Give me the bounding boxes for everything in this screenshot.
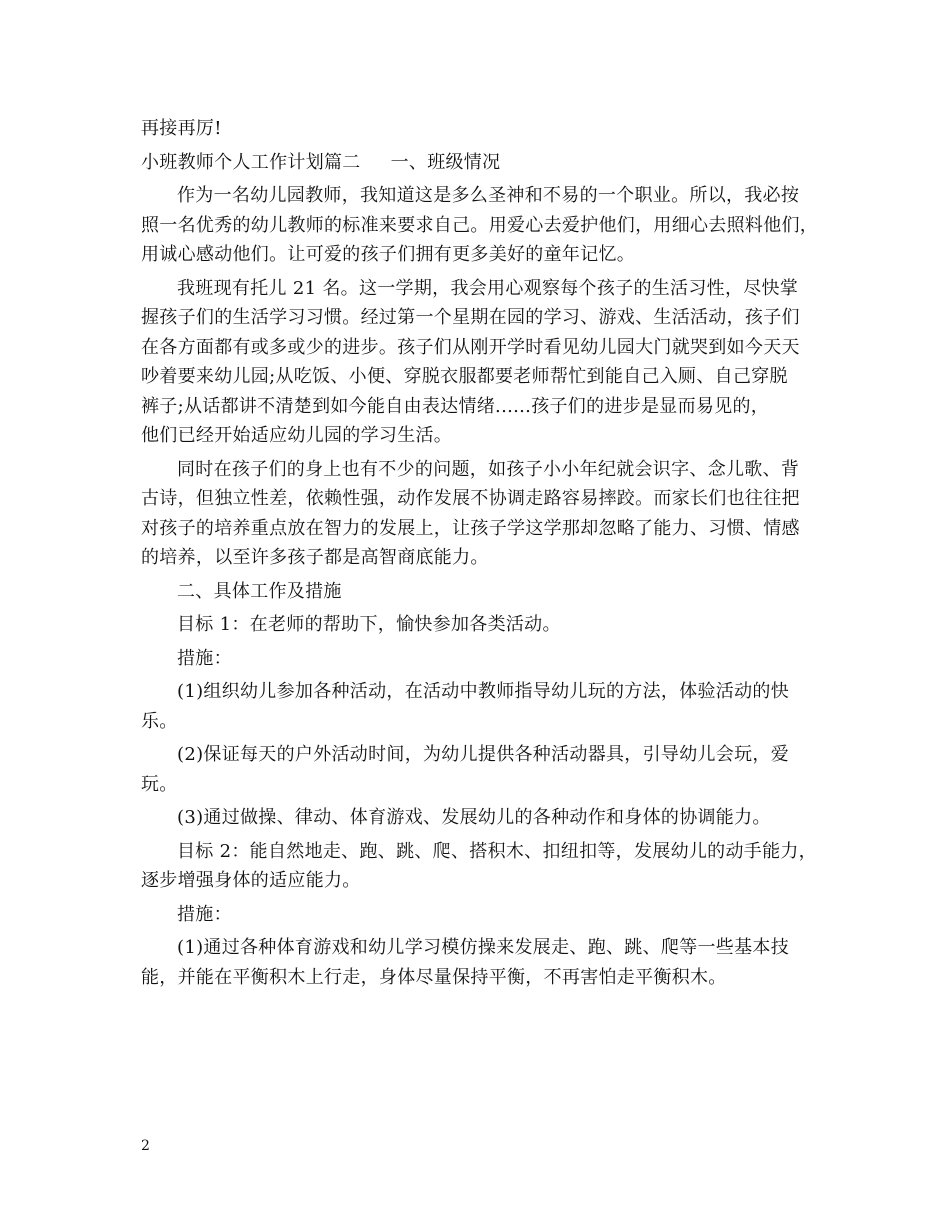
text-line: 照一名优秀的幼儿教师的标准来要求自己。用爱心去爱护他们，用细心去照料他们， xyxy=(141,214,819,236)
text-line: 乐。 xyxy=(141,710,178,732)
text-line: 吵着要来幼儿园;从吃饭、小便、穿脱衣服都要老师帮忙到能自己入厕、自己穿脱 xyxy=(141,366,788,387)
text-line: 的培养，以至许多孩子都是高智商底能力。 xyxy=(141,547,489,568)
text-line: 作为一名幼儿园教师，我知道这是多么圣神和不易的一个职业。所以，我必按 xyxy=(177,185,800,206)
paragraph-p4 xyxy=(141,455,813,573)
paragraph-p0 xyxy=(141,114,813,144)
paragraph-p1 xyxy=(141,148,813,178)
text-line: 他们已经开始适应幼儿园的学习生活。 xyxy=(141,425,453,446)
section-title-line xyxy=(141,148,813,178)
text-line: (1)通过各种体育游戏和幼儿学习模仿操来发展走、跑、跳、爬等一些基本技 xyxy=(177,937,789,958)
text-line: 裤子;从话都讲不清楚到如今能自由表达情绪......孩子们的进步是显而易见的， xyxy=(141,395,770,417)
text-line: 能，并能在平衡积木上行走，身体尽量保持平衡，不再害怕走平衡积木。 xyxy=(141,966,727,988)
document-body xyxy=(141,114,819,992)
paragraph-p8 xyxy=(141,677,813,736)
text-line: (2)保证每天的户外活动时间，为幼儿提供各种活动器具，引导幼儿会玩，爱 xyxy=(177,744,789,765)
text-line: 目标 1：在老师的帮助下，愉快参加各类活动。 xyxy=(177,614,561,635)
paragraph-p12 xyxy=(141,900,813,930)
page-number: 2 xyxy=(141,1138,150,1154)
text-line: 逐步增强身体的适应能力。 xyxy=(141,870,361,891)
text-line: 玩。 xyxy=(141,773,178,795)
paragraph-p3 xyxy=(141,274,813,451)
paragraph-p7 xyxy=(141,644,813,674)
text-line: 握孩子们的生活学习习惯。经过第一个星期在园的学习、游戏、生活活动，孩子们 xyxy=(141,307,800,328)
text-line: 古诗，但独立性差，依赖性强，动作发展不协调走路容易摔跤。而家长们也往往把 xyxy=(141,488,800,509)
paragraph-p10 xyxy=(141,803,813,833)
text-line: 我班现有托儿 21 名。这一学期，我会用心观察每个孩子的生活习性，尽快掌 xyxy=(177,277,799,299)
text-line: 同时在孩子们的身上也有不少的问题，如孩子小小年纪就会识字、念儿歌、背 xyxy=(177,458,800,480)
document-title: 小班教师个人工作计划篇二 xyxy=(141,151,361,173)
paragraph-p6 xyxy=(141,610,813,640)
text-line: 措施： xyxy=(177,903,232,925)
text-line: 对孩子的培养重点放在智力的发展上，让孩子学这学那却忽略了能力、习惯、情感 xyxy=(141,517,800,539)
paragraph-p5 xyxy=(141,577,813,607)
paragraph-p11 xyxy=(141,837,817,896)
text-line: 再接再厉! xyxy=(141,118,222,139)
section-heading: 一、班级情况 xyxy=(390,151,501,173)
text-line: 二、具体工作及措施 xyxy=(177,580,342,602)
paragraph-p9 xyxy=(141,740,813,799)
paragraph-p13 xyxy=(141,933,813,992)
text-line: (3)通过做操、律动、体育游戏、发展幼儿的各种动作和身体的协调能力。 xyxy=(177,807,771,828)
text-line: 用诚心感动他们。让可爱的孩子们拥有更多美好的童年记忆。 xyxy=(141,244,636,265)
text-line: 目标 2：能自然地走、跑、跳、爬、搭积木、扣纽扣等，发展幼儿的动手能力， xyxy=(177,840,817,862)
text-line: 在各方面都有或多或少的进步。孩子们从刚开学时看见幼儿园大门就哭到如今天天 xyxy=(141,336,800,358)
text-line: (1)组织幼儿参加各种活动，在活动中教师指导幼儿玩的方法，体验活动的快 xyxy=(177,681,789,702)
paragraph-p2 xyxy=(141,181,819,270)
text-line: 措施： xyxy=(177,647,232,669)
